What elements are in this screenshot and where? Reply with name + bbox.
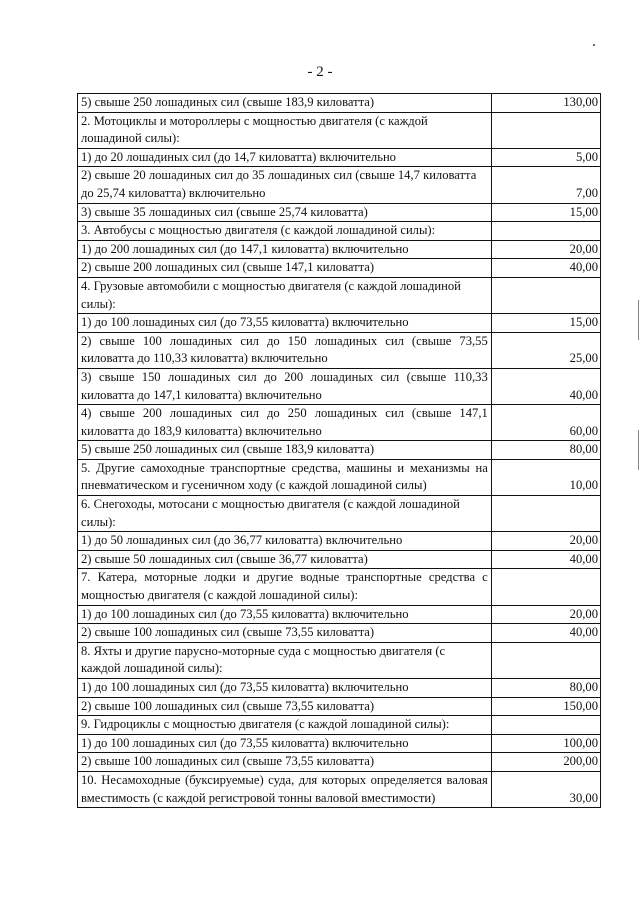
table-row (78, 532, 601, 551)
row-description: 4) свыше 200 лошадиных сил до 250 лошадиных сил (свыше 147,1 киловатта до 183,9 киловатта) включительно (78, 405, 492, 441)
row-description: 1) до 50 лошадиных сил (до 36,77 киловатта) включительно (78, 532, 492, 551)
row-description: 1) до 100 лошадиных сил (до 73,55 киловатта) включительно (78, 734, 492, 753)
row-rate: 7,00 (491, 167, 600, 203)
table-row (78, 459, 601, 495)
row-rate (491, 716, 600, 735)
row-description: 1) до 100 лошадиных сил (до 73,55 киловатта) включительно (78, 605, 492, 624)
row-rate: 20,00 (491, 240, 600, 259)
row-rate: 15,00 (491, 314, 600, 333)
table-row (78, 753, 601, 772)
section-header-row (78, 112, 601, 148)
row-description: 10. Несамоходные (буксируемые) суда, для которых определяется валовая вместимость (с каждой регистровой тонны валовой вместимости) (78, 771, 492, 807)
row-rate (491, 112, 600, 148)
table-row (78, 203, 601, 222)
table-row (78, 441, 601, 460)
tax-rates-table (77, 93, 601, 808)
table-row (78, 734, 601, 753)
row-rate: 80,00 (491, 679, 600, 698)
table-row (78, 332, 601, 368)
row-rate: 80,00 (491, 441, 600, 460)
row-description: 5) свыше 250 лошадиных сил (свыше 183,9 киловатта) (78, 94, 492, 113)
section-title: 6. Снегоходы, мотосани с мощностью двигателя (с каждой лошадиной силы): (78, 496, 492, 532)
row-description: 2) свыше 200 лошадиных сил (свыше 147,1 киловатта) (78, 259, 492, 278)
table-row (78, 240, 601, 259)
row-description: 1) до 100 лошадиных сил (до 73,55 киловатта) включительно (78, 314, 492, 333)
row-rate: 60,00 (491, 405, 600, 441)
row-rate: 100,00 (491, 734, 600, 753)
table-row (78, 605, 601, 624)
row-description: 3) свыше 35 лошадиных сил (свыше 25,74 киловатта) (78, 203, 492, 222)
table-row (78, 314, 601, 333)
table-row (78, 405, 601, 441)
row-rate: 15,00 (491, 203, 600, 222)
table-row (78, 94, 601, 113)
row-rate: 40,00 (491, 259, 600, 278)
row-rate: 130,00 (491, 94, 600, 113)
row-rate: 30,00 (491, 771, 600, 807)
table-row (78, 148, 601, 167)
row-rate: 40,00 (491, 368, 600, 404)
row-rate: 25,00 (491, 332, 600, 368)
row-rate: 5,00 (491, 148, 600, 167)
section-header-row (78, 642, 601, 678)
row-rate (491, 642, 600, 678)
scan-edge-mark (638, 430, 639, 470)
section-title: 8. Яхты и другие парусно-моторные суда с мощностью двигателя (с каждой лошадиной силы): (78, 642, 492, 678)
section-header-row (78, 496, 601, 532)
row-description: 1) до 20 лошадиных сил (до 14,7 киловатта) включительно (78, 148, 492, 167)
scan-edge-mark (638, 300, 639, 340)
row-rate: 40,00 (491, 624, 600, 643)
table-row (78, 259, 601, 278)
row-description: 2) свыше 100 лошадиных сил до 150 лошадиных сил (свыше 73,55 киловатта до 110,33 киловатта) включительно (78, 332, 492, 368)
row-rate: 20,00 (491, 532, 600, 551)
row-rate (491, 222, 600, 241)
section-header-row (78, 716, 601, 735)
section-title: 4. Грузовые автомобили с мощностью двигателя (с каждой лошадиной силы): (78, 277, 492, 313)
section-header-row (78, 569, 601, 605)
row-rate: 40,00 (491, 550, 600, 569)
row-description: 5. Другие самоходные транспортные средства, машины и механизмы на пневматическом и гусеничном ходу (с каждой лошадиной силы) (78, 459, 492, 495)
row-description: 3) свыше 150 лошадиных сил до 200 лошадиных сил (свыше 110,33 киловатта до 147,1 киловатта) включительно (78, 368, 492, 404)
section-title: 7. Катера, моторные лодки и другие водные транспортные средства с мощностью двигателя (с каждой лошадиной силы): (78, 569, 492, 605)
section-title: 3. Автобусы с мощностью двигателя (с каждой лошадиной силы): (78, 222, 492, 241)
table-row (78, 368, 601, 404)
table-row (78, 679, 601, 698)
row-rate: 20,00 (491, 605, 600, 624)
row-description: 5) свыше 250 лошадиных сил (свыше 183,9 киловатта) (78, 441, 492, 460)
section-header-row (78, 277, 601, 313)
table-row (78, 771, 601, 807)
section-title: 2. Мотоциклы и мотороллеры с мощностью двигателя (с каждой лошадиной силы): (78, 112, 492, 148)
row-description: 2) свыше 50 лошадиных сил (свыше 36,77 киловатта) (78, 550, 492, 569)
table-row (78, 624, 601, 643)
row-description: 2) свыше 100 лошадиных сил (свыше 73,55 киловатта) (78, 753, 492, 772)
row-description: 2) свыше 20 лошадиных сил до 35 лошадиных сил (свыше 14,7 киловатта до 25,74 киловатта) включительно (78, 167, 492, 203)
row-description: 1) до 200 лошадиных сил (до 147,1 киловатта) включительно (78, 240, 492, 259)
row-rate: 200,00 (491, 753, 600, 772)
row-description: 2) свыше 100 лошадиных сил (свыше 73,55 киловатта) (78, 624, 492, 643)
section-title: 9. Гидроциклы с мощностью двигателя (с каждой лошадиной силы): (78, 716, 492, 735)
scan-speck (593, 44, 595, 46)
row-description: 1) до 100 лошадиных сил (до 73,55 киловатта) включительно (78, 679, 492, 698)
row-rate (491, 496, 600, 532)
row-rate (491, 569, 600, 605)
table-row (78, 550, 601, 569)
page-number: - 2 - (307, 64, 333, 80)
row-description: 2) свыше 100 лошадиных сил (свыше 73,55 киловатта) (78, 697, 492, 716)
table-row (78, 167, 601, 203)
row-rate (491, 277, 600, 313)
row-rate: 10,00 (491, 459, 600, 495)
row-rate: 150,00 (491, 697, 600, 716)
table-row (78, 697, 601, 716)
section-header-row (78, 222, 601, 241)
